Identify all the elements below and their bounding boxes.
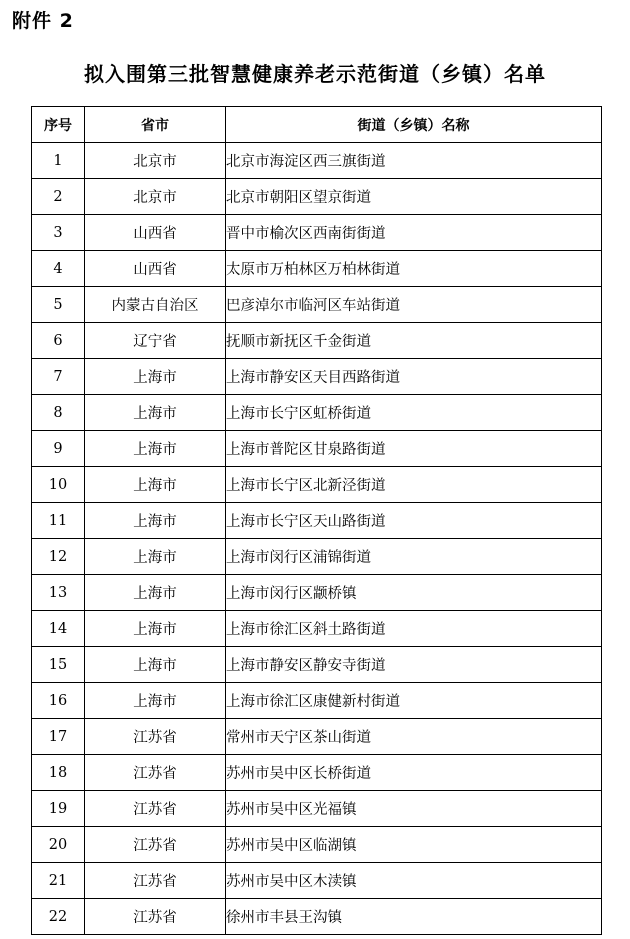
street-name-cell: 上海市闵行区浦锦街道 — [226, 539, 602, 575]
serial-number-cell: 22 — [32, 899, 85, 935]
header-street-name: 街道（乡镇）名称 — [226, 107, 602, 143]
street-list-table — [31, 106, 602, 935]
serial-number-cell: 4 — [32, 251, 85, 287]
serial-number-cell: 8 — [32, 395, 85, 431]
serial-number-cell: 1 — [32, 143, 85, 179]
serial-number-cell: 7 — [32, 359, 85, 395]
province-cell: 上海市 — [85, 647, 226, 683]
table-row — [32, 431, 602, 467]
street-name-cell: 苏州市吴中区木渎镇 — [226, 863, 602, 899]
province-cell: 山西省 — [85, 251, 226, 287]
table-row — [32, 251, 602, 287]
street-name-cell: 苏州市吴中区长桥街道 — [226, 755, 602, 791]
province-cell: 上海市 — [85, 575, 226, 611]
serial-number-cell: 6 — [32, 323, 85, 359]
table-row — [32, 467, 602, 503]
table-row — [32, 719, 602, 755]
province-cell: 上海市 — [85, 395, 226, 431]
header-serial-number: 序号 — [32, 107, 85, 143]
street-name-cell: 上海市长宁区虹桥街道 — [226, 395, 602, 431]
table-row — [32, 755, 602, 791]
province-cell: 内蒙古自治区 — [85, 287, 226, 323]
street-name-cell: 苏州市吴中区光福镇 — [226, 791, 602, 827]
table-body — [32, 143, 602, 935]
serial-number-cell: 18 — [32, 755, 85, 791]
province-cell: 山西省 — [85, 215, 226, 251]
province-cell: 江苏省 — [85, 863, 226, 899]
street-name-cell: 苏州市吴中区临湖镇 — [226, 827, 602, 863]
province-cell: 上海市 — [85, 611, 226, 647]
province-cell: 江苏省 — [85, 791, 226, 827]
street-name-cell: 巴彦淖尔市临河区车站街道 — [226, 287, 602, 323]
serial-number-cell: 17 — [32, 719, 85, 755]
province-cell: 江苏省 — [85, 719, 226, 755]
table-row — [32, 899, 602, 935]
street-name-cell: 上海市长宁区天山路街道 — [226, 503, 602, 539]
serial-number-cell: 15 — [32, 647, 85, 683]
province-cell: 上海市 — [85, 467, 226, 503]
table-header-row — [32, 107, 602, 143]
table-row — [32, 611, 602, 647]
province-cell: 上海市 — [85, 503, 226, 539]
province-cell: 上海市 — [85, 359, 226, 395]
street-name-cell: 上海市徐汇区斜土路街道 — [226, 611, 602, 647]
street-name-cell: 北京市朝阳区望京街道 — [226, 179, 602, 215]
street-name-cell: 北京市海淀区西三旗街道 — [226, 143, 602, 179]
table-row — [32, 503, 602, 539]
street-name-cell: 徐州市丰县王沟镇 — [226, 899, 602, 935]
street-name-cell: 上海市长宁区北新泾街道 — [226, 467, 602, 503]
street-name-cell: 上海市静安区静安寺街道 — [226, 647, 602, 683]
province-cell: 江苏省 — [85, 827, 226, 863]
province-cell: 上海市 — [85, 539, 226, 575]
table-row — [32, 575, 602, 611]
table-row — [32, 827, 602, 863]
table-row — [32, 143, 602, 179]
serial-number-cell: 13 — [32, 575, 85, 611]
table-row — [32, 683, 602, 719]
table-row — [32, 647, 602, 683]
table-row — [32, 215, 602, 251]
serial-number-cell: 19 — [32, 791, 85, 827]
street-name-cell: 上海市普陀区甘泉路街道 — [226, 431, 602, 467]
header-province: 省市 — [85, 107, 226, 143]
serial-number-cell: 10 — [32, 467, 85, 503]
serial-number-cell: 2 — [32, 179, 85, 215]
serial-number-cell: 9 — [32, 431, 85, 467]
serial-number-cell: 16 — [32, 683, 85, 719]
province-cell: 北京市 — [85, 179, 226, 215]
table-row — [32, 539, 602, 575]
table-row — [32, 791, 602, 827]
attachment-label: 附件 2 — [12, 10, 74, 32]
serial-number-cell: 5 — [32, 287, 85, 323]
table-row — [32, 179, 602, 215]
province-cell: 上海市 — [85, 431, 226, 467]
serial-number-cell: 21 — [32, 863, 85, 899]
table-row — [32, 287, 602, 323]
table-row — [32, 359, 602, 395]
serial-number-cell: 11 — [32, 503, 85, 539]
serial-number-cell: 20 — [32, 827, 85, 863]
province-cell: 江苏省 — [85, 755, 226, 791]
street-name-cell: 上海市徐汇区康健新村街道 — [226, 683, 602, 719]
street-name-cell: 上海市闵行区颛桥镇 — [226, 575, 602, 611]
province-cell: 辽宁省 — [85, 323, 226, 359]
province-cell: 北京市 — [85, 143, 226, 179]
serial-number-cell: 3 — [32, 215, 85, 251]
table-row — [32, 395, 602, 431]
province-cell: 上海市 — [85, 683, 226, 719]
serial-number-cell: 12 — [32, 539, 85, 575]
street-name-cell: 上海市静安区天目西路街道 — [226, 359, 602, 395]
table-row — [32, 863, 602, 899]
document-title: 拟入围第三批智慧健康养老示范街道（乡镇）名单 — [84, 62, 546, 86]
table-row — [32, 323, 602, 359]
province-cell: 江苏省 — [85, 899, 226, 935]
street-name-cell: 常州市天宁区茶山街道 — [226, 719, 602, 755]
street-name-cell: 晋中市榆次区西南街街道 — [226, 215, 602, 251]
serial-number-cell: 14 — [32, 611, 85, 647]
street-name-cell: 抚顺市新抚区千金街道 — [226, 323, 602, 359]
street-name-cell: 太原市万柏林区万柏林街道 — [226, 251, 602, 287]
